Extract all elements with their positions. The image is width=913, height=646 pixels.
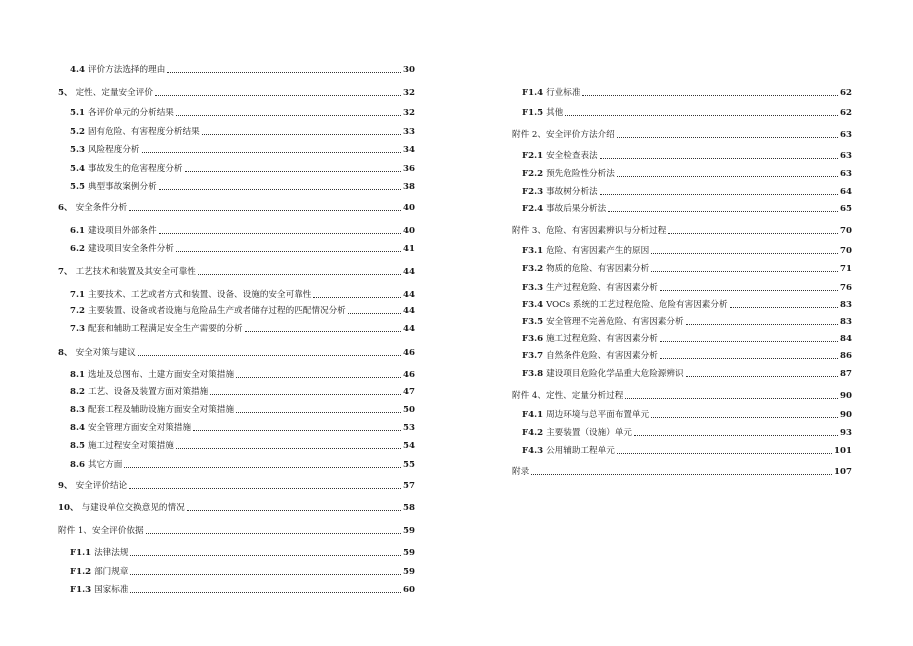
toc-entry-title: 法律法规 bbox=[94, 548, 129, 558]
toc-entry-page-number: 71 bbox=[840, 264, 852, 274]
toc-entry-title: 物质的危险、有害因素分析 bbox=[546, 264, 650, 274]
toc-entry[interactable] bbox=[512, 84, 852, 98]
toc-dot-leader bbox=[617, 176, 838, 177]
toc-entry-number: 5.1 bbox=[70, 108, 85, 118]
toc-entry-title: 自然条件危险、有害因素分析 bbox=[546, 351, 658, 361]
toc-entry-page-number: 90 bbox=[840, 391, 852, 401]
toc-entry-title: 主要装置（设施）单元 bbox=[546, 428, 633, 438]
toc-entry-page-number: 90 bbox=[840, 410, 852, 420]
toc-entry[interactable] bbox=[58, 263, 415, 277]
toc-entry-title: 安全检查表法 bbox=[546, 151, 598, 161]
toc-entry-page-number: 32 bbox=[403, 108, 415, 118]
toc-entry-page-number: 63 bbox=[840, 151, 852, 161]
toc-entry-page-number: 38 bbox=[403, 182, 415, 192]
toc-entry[interactable] bbox=[512, 387, 852, 401]
toc-entry-title: 事故树分析法 bbox=[546, 187, 598, 197]
toc-entry[interactable] bbox=[58, 581, 415, 595]
toc-dot-leader bbox=[129, 488, 401, 489]
toc-entry-number: 7、 bbox=[58, 267, 73, 277]
toc-dot-leader bbox=[236, 412, 401, 413]
toc-entry[interactable] bbox=[512, 330, 852, 344]
toc-entry[interactable] bbox=[512, 147, 852, 161]
toc-entry-page-number: 36 bbox=[403, 164, 415, 174]
toc-entry-title: 固有危险、有害程度分析结果 bbox=[87, 127, 200, 137]
toc-dot-leader bbox=[130, 574, 401, 575]
toc-dot-leader bbox=[651, 253, 838, 254]
toc-entry[interactable] bbox=[512, 222, 852, 236]
toc-entry-number: 5.2 bbox=[70, 127, 85, 137]
toc-entry[interactable] bbox=[58, 366, 415, 380]
toc-entry-number: F3.4 bbox=[522, 300, 544, 310]
toc-entry-page-number: 50 bbox=[403, 405, 415, 415]
toc-entry[interactable] bbox=[58, 437, 415, 451]
toc-entry[interactable] bbox=[512, 165, 852, 179]
toc-entry-title: 施工过程安全对策措施 bbox=[87, 441, 174, 451]
toc-entry-number: 8、 bbox=[58, 348, 73, 358]
toc-entry-title: 建设项目外部条件 bbox=[87, 226, 157, 236]
toc-entry-title: 国家标准 bbox=[94, 585, 129, 595]
toc-entry-page-number: 59 bbox=[403, 567, 415, 577]
toc-dot-leader bbox=[124, 467, 401, 468]
toc-entry[interactable] bbox=[512, 365, 852, 379]
toc-entry-number: F3.3 bbox=[522, 283, 544, 293]
toc-dot-leader bbox=[531, 474, 832, 475]
toc-entry-number: F1.3 bbox=[70, 585, 92, 595]
toc-entry-number: 6、 bbox=[58, 203, 73, 213]
toc-entry[interactable] bbox=[512, 406, 852, 420]
toc-dot-leader bbox=[625, 398, 838, 399]
toc-entry-page-number: 58 bbox=[403, 503, 415, 513]
toc-entry[interactable] bbox=[58, 61, 415, 75]
toc-dot-leader bbox=[159, 233, 401, 234]
toc-entry[interactable] bbox=[512, 313, 852, 327]
toc-dot-leader bbox=[146, 533, 401, 534]
toc-dot-leader bbox=[608, 211, 838, 212]
toc-entry-page-number: 54 bbox=[403, 441, 415, 451]
toc-entry-page-number: 59 bbox=[403, 548, 415, 558]
toc-entry-page-number: 44 bbox=[403, 267, 415, 277]
toc-entry-title: 主要装置、设备或者设施与危险品生产或者储存过程的匹配情况分析 bbox=[87, 306, 346, 316]
toc-entry[interactable] bbox=[58, 286, 415, 300]
toc-entry[interactable] bbox=[58, 544, 415, 558]
toc-entry[interactable] bbox=[58, 419, 415, 433]
toc-dot-leader bbox=[600, 194, 838, 195]
toc-dot-leader bbox=[155, 95, 401, 96]
toc-entry-title: 典型事故案例分析 bbox=[87, 182, 157, 192]
toc-entry-page-number: 70 bbox=[840, 246, 852, 256]
toc-entry-title: 定性、定量安全评价 bbox=[75, 88, 153, 98]
toc-entry-page-number: 53 bbox=[403, 423, 415, 433]
toc-entry-page-number: 76 bbox=[840, 283, 852, 293]
toc-dot-leader bbox=[245, 331, 401, 332]
toc-entry[interactable] bbox=[58, 160, 415, 174]
toc-entry[interactable] bbox=[58, 84, 415, 98]
toc-entry[interactable] bbox=[58, 222, 415, 236]
toc-entry-number: 7.1 bbox=[70, 290, 85, 300]
toc-entry[interactable] bbox=[512, 260, 852, 274]
toc-dot-leader bbox=[159, 189, 401, 190]
toc-entry-title: 安全管理方面安全对策措施 bbox=[87, 423, 192, 433]
toc-dot-leader bbox=[600, 158, 838, 159]
toc-entry-number: F1.5 bbox=[522, 108, 544, 118]
toc-entry-page-number: 84 bbox=[840, 334, 852, 344]
toc-entry-title: 安全条件分析 bbox=[75, 203, 128, 213]
toc-entry-page-number: 86 bbox=[840, 351, 852, 361]
toc-entry-title: 工艺技术和装置及其安全可靠性 bbox=[75, 267, 196, 277]
toc-entry-page-number: 44 bbox=[403, 306, 415, 316]
toc-entry-title: 安全管理不完善危险、有害因素分析 bbox=[546, 317, 684, 327]
toc-entry[interactable] bbox=[58, 383, 415, 397]
toc-dot-leader bbox=[348, 313, 401, 314]
toc-entry-page-number: 70 bbox=[840, 226, 852, 236]
toc-entry-page-number: 62 bbox=[840, 88, 852, 98]
toc-entry-title: 风险程度分析 bbox=[87, 145, 140, 155]
toc-entry-title: VOCs 系统的工艺过程危险、危险有害因素分析 bbox=[546, 300, 728, 310]
toc-entry-title: 部门规章 bbox=[94, 567, 129, 577]
toc-entry-number: 6.2 bbox=[70, 244, 85, 254]
toc-entry-number: 10、 bbox=[58, 503, 79, 513]
toc-dot-leader bbox=[686, 376, 838, 377]
toc-entry-page-number: 60 bbox=[403, 585, 415, 595]
toc-entry-number: F4.1 bbox=[522, 410, 544, 420]
toc-dot-leader bbox=[730, 307, 838, 308]
toc-entry[interactable] bbox=[58, 522, 415, 536]
toc-entry-number: 9、 bbox=[58, 481, 73, 491]
toc-entry-number: F4.3 bbox=[522, 446, 544, 456]
toc-entry-number: 8.3 bbox=[70, 405, 85, 415]
toc-entry-page-number: 55 bbox=[403, 460, 415, 470]
toc-entry-number: F3.1 bbox=[522, 246, 544, 256]
toc-entry-page-number: 63 bbox=[840, 130, 852, 140]
toc-entry[interactable] bbox=[512, 442, 852, 456]
toc-entry-number: 8.5 bbox=[70, 441, 85, 451]
toc-entry-number: 8.4 bbox=[70, 423, 85, 433]
toc-entry-number: F3.5 bbox=[522, 317, 544, 327]
toc-entry-title: 其他 bbox=[546, 108, 564, 118]
toc-dot-leader bbox=[130, 555, 401, 556]
toc-entry-number: 7.2 bbox=[70, 306, 85, 316]
toc-dot-leader bbox=[202, 134, 401, 135]
toc-entry-number: F4.2 bbox=[522, 428, 544, 438]
toc-entry-number: 7.3 bbox=[70, 324, 85, 334]
toc-entry[interactable] bbox=[512, 200, 852, 214]
toc-entry-number: 5.5 bbox=[70, 182, 85, 192]
toc-entry-page-number: 47 bbox=[403, 387, 415, 397]
toc-entry[interactable] bbox=[512, 126, 852, 140]
toc-dot-leader bbox=[198, 274, 401, 275]
toc-entry-title: 安全对策与建议 bbox=[75, 348, 136, 358]
toc-entry-title: 评价方法选择的理由 bbox=[87, 65, 166, 75]
toc-entry-title: 危险、有害因素产生的原因 bbox=[546, 246, 650, 256]
toc-entry[interactable] bbox=[512, 424, 852, 438]
toc-entry[interactable] bbox=[58, 563, 415, 577]
toc-entry-page-number: 63 bbox=[840, 169, 852, 179]
toc-entry-title: 附件 4、定性、定量分析过程 bbox=[512, 391, 624, 401]
toc-dot-leader bbox=[651, 271, 838, 272]
toc-dot-leader bbox=[210, 394, 401, 395]
toc-entry-number: 4.4 bbox=[70, 65, 85, 75]
toc-entry[interactable] bbox=[512, 279, 852, 293]
toc-dot-leader bbox=[660, 358, 838, 359]
toc-dot-leader bbox=[138, 355, 401, 356]
toc-entry-page-number: 93 bbox=[840, 428, 852, 438]
toc-entry-page-number: 46 bbox=[403, 370, 415, 380]
toc-dot-leader bbox=[142, 152, 402, 153]
toc-entry-number: 6.1 bbox=[70, 226, 85, 236]
toc-entry-number: 8.6 bbox=[70, 460, 85, 470]
toc-entry-number: 5、 bbox=[58, 88, 73, 98]
toc-entry-title: 主要技术、工艺或者方式和装置、设备、设施的安全可靠性 bbox=[87, 290, 312, 300]
toc-entry-page-number: 57 bbox=[403, 481, 415, 491]
toc-entry-page-number: 44 bbox=[403, 324, 415, 334]
toc-entry-page-number: 34 bbox=[403, 145, 415, 155]
toc-entry-page-number: 30 bbox=[403, 65, 415, 75]
toc-entry[interactable] bbox=[512, 463, 852, 477]
toc-entry[interactable] bbox=[512, 104, 852, 118]
toc-entry-number: F1.1 bbox=[70, 548, 92, 558]
toc-entry-title: 附件 3、危险、有害因素辨识与分析过程 bbox=[512, 226, 667, 236]
toc-dot-leader bbox=[313, 297, 401, 298]
toc-entry-number: F3.8 bbox=[522, 369, 544, 379]
toc-entry-number: F3.6 bbox=[522, 334, 544, 344]
toc-entry-page-number: 44 bbox=[403, 290, 415, 300]
toc-dot-leader bbox=[668, 233, 838, 234]
toc-entry-page-number: 87 bbox=[840, 369, 852, 379]
toc-dot-leader bbox=[236, 377, 401, 378]
toc-entry-title: 各评价单元的分析结果 bbox=[87, 108, 174, 118]
toc-entry-number: 8.1 bbox=[70, 370, 85, 380]
toc-dot-leader bbox=[129, 210, 401, 211]
toc-dot-leader bbox=[167, 72, 401, 73]
toc-dot-leader bbox=[176, 115, 401, 116]
toc-entry[interactable] bbox=[58, 401, 415, 415]
toc-entry[interactable] bbox=[512, 183, 852, 197]
toc-entry[interactable] bbox=[512, 296, 852, 310]
toc-entry[interactable] bbox=[58, 302, 415, 316]
toc-dot-leader bbox=[185, 171, 402, 172]
toc-dot-leader bbox=[582, 95, 838, 96]
toc-dot-leader bbox=[176, 251, 401, 252]
toc-entry-title: 公用辅助工程单元 bbox=[546, 446, 615, 456]
toc-dot-leader bbox=[686, 324, 838, 325]
toc-entry-title: 工艺、设备及装置方面对策措施 bbox=[87, 387, 209, 397]
toc-entry-title: 建设项目安全条件分析 bbox=[87, 244, 174, 254]
toc-dot-leader bbox=[660, 341, 838, 342]
toc-entry-title: 建设项目危险化学品重大危险源辨识 bbox=[546, 369, 684, 379]
toc-dot-leader bbox=[634, 435, 838, 436]
toc-entry[interactable] bbox=[58, 499, 415, 513]
toc-entry[interactable] bbox=[512, 347, 852, 361]
toc-dot-leader bbox=[651, 417, 838, 418]
toc-entry-number: F1.4 bbox=[522, 88, 544, 98]
toc-entry-title: 选址及总图布、土建方面安全对策措施 bbox=[87, 370, 235, 380]
toc-entry-page-number: 59 bbox=[403, 526, 415, 536]
toc-entry-page-number: 46 bbox=[403, 348, 415, 358]
toc-entry-title: 附件 2、安全评价方法介绍 bbox=[512, 130, 615, 140]
toc-dot-leader bbox=[660, 290, 838, 291]
toc-entry-page-number: 83 bbox=[840, 300, 852, 310]
toc-dot-leader bbox=[617, 453, 832, 454]
toc-dot-leader bbox=[176, 448, 401, 449]
toc-entry-page-number: 41 bbox=[403, 244, 415, 254]
toc-entry-title: 配套工程及辅助设施方面安全对策措施 bbox=[87, 405, 235, 415]
toc-entry[interactable] bbox=[58, 199, 415, 213]
toc-entry-page-number: 101 bbox=[834, 446, 852, 456]
toc-dot-leader bbox=[193, 430, 401, 431]
toc-entry-page-number: 40 bbox=[403, 203, 415, 213]
toc-entry-number: 8.2 bbox=[70, 387, 85, 397]
toc-entry-title: 事故发生的危害程度分析 bbox=[87, 164, 183, 174]
toc-entry-number: F2.1 bbox=[522, 151, 544, 161]
toc-entry-page-number: 65 bbox=[840, 204, 852, 214]
toc-entry-number: F2.2 bbox=[522, 169, 544, 179]
toc-entry[interactable] bbox=[58, 123, 415, 137]
toc-entry-number: 5.4 bbox=[70, 164, 85, 174]
toc-entry[interactable] bbox=[512, 242, 852, 256]
toc-entry-page-number: 64 bbox=[840, 187, 852, 197]
toc-entry-title: 周边环境与总平面布置单元 bbox=[546, 410, 650, 420]
toc-entry-page-number: 40 bbox=[403, 226, 415, 236]
toc-entry[interactable] bbox=[58, 141, 415, 155]
toc-dot-leader bbox=[565, 115, 838, 116]
toc-entry-number: F2.3 bbox=[522, 187, 544, 197]
toc-entry-number: F2.4 bbox=[522, 204, 544, 214]
toc-entry-page-number: 107 bbox=[834, 467, 852, 477]
toc-entry[interactable] bbox=[58, 456, 415, 470]
toc-entry-page-number: 32 bbox=[403, 88, 415, 98]
toc-entry[interactable] bbox=[58, 344, 415, 358]
toc-entry-number: F3.2 bbox=[522, 264, 544, 274]
toc-entry-title: 施工过程危险、有害因素分析 bbox=[546, 334, 658, 344]
toc-entry-title: 其它方面 bbox=[87, 460, 123, 470]
toc-entry-page-number: 33 bbox=[403, 127, 415, 137]
toc-entry-title: 与建设单位交换意见的情况 bbox=[81, 503, 185, 513]
toc-dot-leader bbox=[130, 592, 401, 593]
toc-entry[interactable] bbox=[58, 178, 415, 192]
toc-entry-number: 5.3 bbox=[70, 145, 85, 155]
toc-dot-leader bbox=[617, 137, 838, 138]
toc-entry[interactable] bbox=[58, 104, 415, 118]
toc-entry-number: F3.7 bbox=[522, 351, 544, 361]
toc-entry-title: 安全评价结论 bbox=[75, 481, 128, 491]
toc-entry[interactable] bbox=[58, 477, 415, 491]
toc-entry-page-number: 83 bbox=[840, 317, 852, 327]
toc-dot-leader bbox=[187, 510, 401, 511]
toc-entry-title: 配套和辅助工程满足安全生产需要的分析 bbox=[87, 324, 243, 334]
toc-entry-title: 事故后果分析法 bbox=[546, 204, 607, 214]
toc-entry-number: F1.2 bbox=[70, 567, 92, 577]
toc-entry-title: 生产过程危险、有害因素分析 bbox=[546, 283, 658, 293]
toc-entry[interactable] bbox=[58, 240, 415, 254]
toc-entry-title: 附件 1、安全评价依据 bbox=[58, 526, 144, 536]
toc-entry-title: 预先危险性分析法 bbox=[546, 169, 615, 179]
toc-entry[interactable] bbox=[58, 320, 415, 334]
toc-entry-title: 行业标准 bbox=[546, 88, 581, 98]
toc-entry-page-number: 62 bbox=[840, 108, 852, 118]
toc-entry-title: 附录 bbox=[512, 467, 530, 477]
